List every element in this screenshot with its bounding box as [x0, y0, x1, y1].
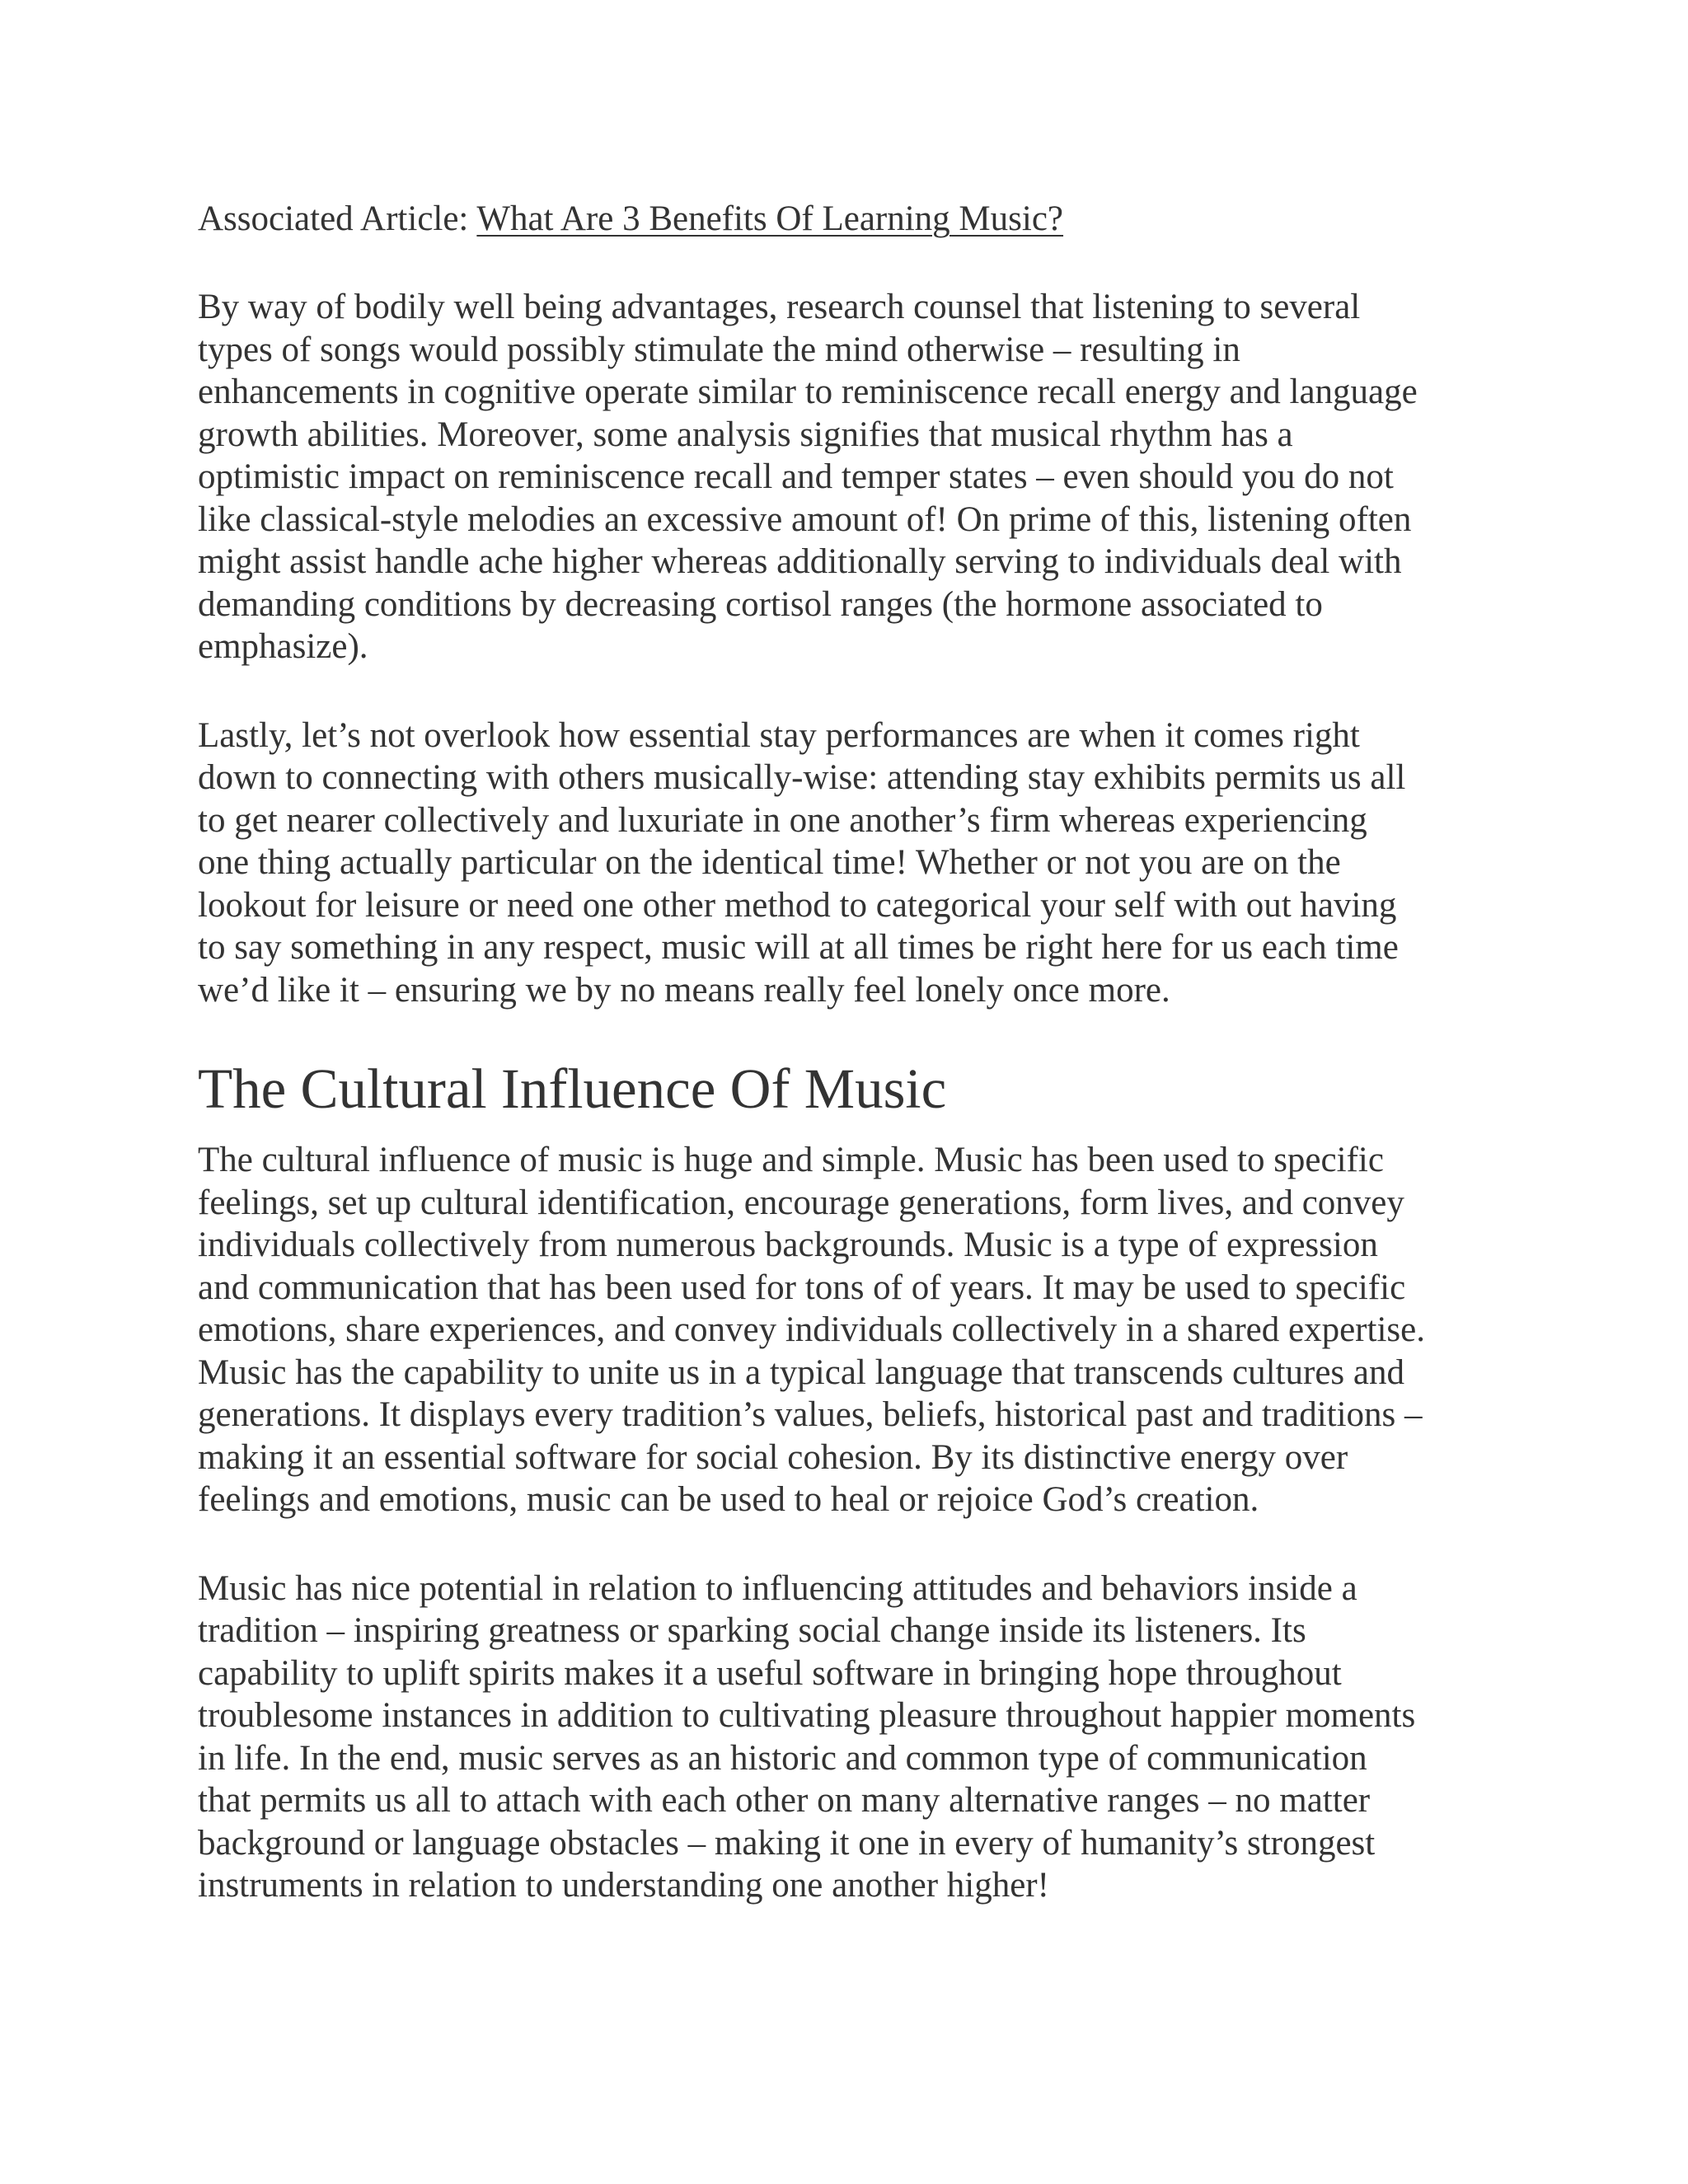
text-line: By way of bodily well being advantages, research counsel that listening to several	[198, 288, 1361, 326]
text-line: generations. It displays every tradition’s values, beliefs, historical past and traditions –	[198, 1395, 1423, 1434]
text-line: to say something in any respect, music will at all times be right here for us each time	[198, 928, 1399, 967]
document-page	[198, 194, 1500, 1907]
paragraph-gap	[198, 244, 1500, 286]
text-line: down to connecting with others musically-wise: attending stay exhibits permits us all	[198, 758, 1406, 797]
paragraph-influencing-attitudes	[198, 1568, 1500, 1907]
text-line: we’d like it – ensuring we by no means really feel lonely once more.	[198, 970, 1170, 1010]
text-line: in life. In the end, music serves as an historic and common type of communication	[198, 1738, 1367, 1778]
associated-article-link[interactable]: What Are 3 Benefits Of Learning Music?	[476, 199, 1064, 238]
text-line: making it an essential software for social cohesion. By its distinctive energy over	[198, 1437, 1348, 1477]
text-line: capability to uplift spirits makes it a useful software in bringing hope throughout	[198, 1653, 1342, 1693]
text-line: growth abilities. Moreover, some analysis signifies that musical rhythm has a	[198, 415, 1293, 454]
text-line: one thing actually particular on the identical time! Whether or not you are on the	[198, 843, 1341, 882]
section-heading: The Cultural Influence Of Music	[198, 1057, 947, 1120]
paragraph-live-performances	[198, 715, 1500, 1012]
text-line: feelings, set up cultural identification, encourage generations, form lives, and convey	[198, 1183, 1404, 1222]
text-line: Music has nice potential in relation to influencing attitudes and behaviors inside a	[198, 1568, 1357, 1608]
text-line: might assist handle ache higher whereas additionally serving to individuals deal with	[198, 542, 1402, 581]
text-line: and communication that has been used for tons of of years. It may be used to specific	[198, 1268, 1406, 1307]
text-line: instruments in relation to understanding one another higher!	[198, 1866, 1049, 1905]
text-line: optimistic impact on reminiscence recall and temper states – even should you do not	[198, 457, 1394, 496]
text-line: The cultural influence of music is huge and simple. Music has been used to specific	[198, 1141, 1384, 1179]
text-line: emphasize).	[198, 627, 368, 666]
text-line: enhancements in cognitive operate similar to reminiscence recall energy and language	[198, 373, 1418, 411]
text-line: Music has the capability to unite us in a typical language that transcends cultures and	[198, 1352, 1404, 1392]
text-line: to get nearer collectively and luxuriate in one another’s firm whereas experiencing	[198, 800, 1367, 840]
text-line: background or language obstacles – making it one in every of humanity’s strongest	[198, 1823, 1376, 1863]
text-line: tradition – inspiring greatness or sparking social change inside its listeners. Its	[198, 1611, 1306, 1650]
paragraph-health-benefits	[198, 286, 1500, 668]
paragraph-gap	[198, 668, 1500, 715]
paragraph-gap	[198, 1521, 1500, 1568]
text-line: like classical-style melodies an excessive amount of! On prime of this, listening often	[198, 499, 1412, 539]
text-line: demanding conditions by decreasing cortisol ranges (the hormone associated to	[198, 584, 1323, 624]
text-line: troublesome instances in addition to cultivating pleasure throughout happier moments	[198, 1696, 1416, 1735]
text-line: emotions, share experiences, and convey individuals collectively in a shared expertise.	[198, 1310, 1425, 1349]
text-line: types of songs would possibly stimulate the mind otherwise – resulting in	[198, 330, 1240, 369]
text-line: feelings and emotions, music can be used to heal or rejoice God’s creation.	[198, 1480, 1259, 1519]
associated-article-prefix: Associated Article:	[198, 199, 477, 238]
text-line: Lastly, let’s not overlook how essential stay performances are when it comes right	[198, 715, 1360, 755]
text-line: that permits us all to attach with each other on many alternative ranges – no matter	[198, 1781, 1371, 1820]
paragraph-cultural-influence	[198, 1139, 1500, 1521]
text-line: individuals collectively from numerous backgrounds. Music is a type of expression	[198, 1226, 1378, 1264]
associated-article-line	[198, 194, 1500, 244]
text-line: lookout for leisure or need one other method to categorical your self with out having	[198, 885, 1397, 925]
